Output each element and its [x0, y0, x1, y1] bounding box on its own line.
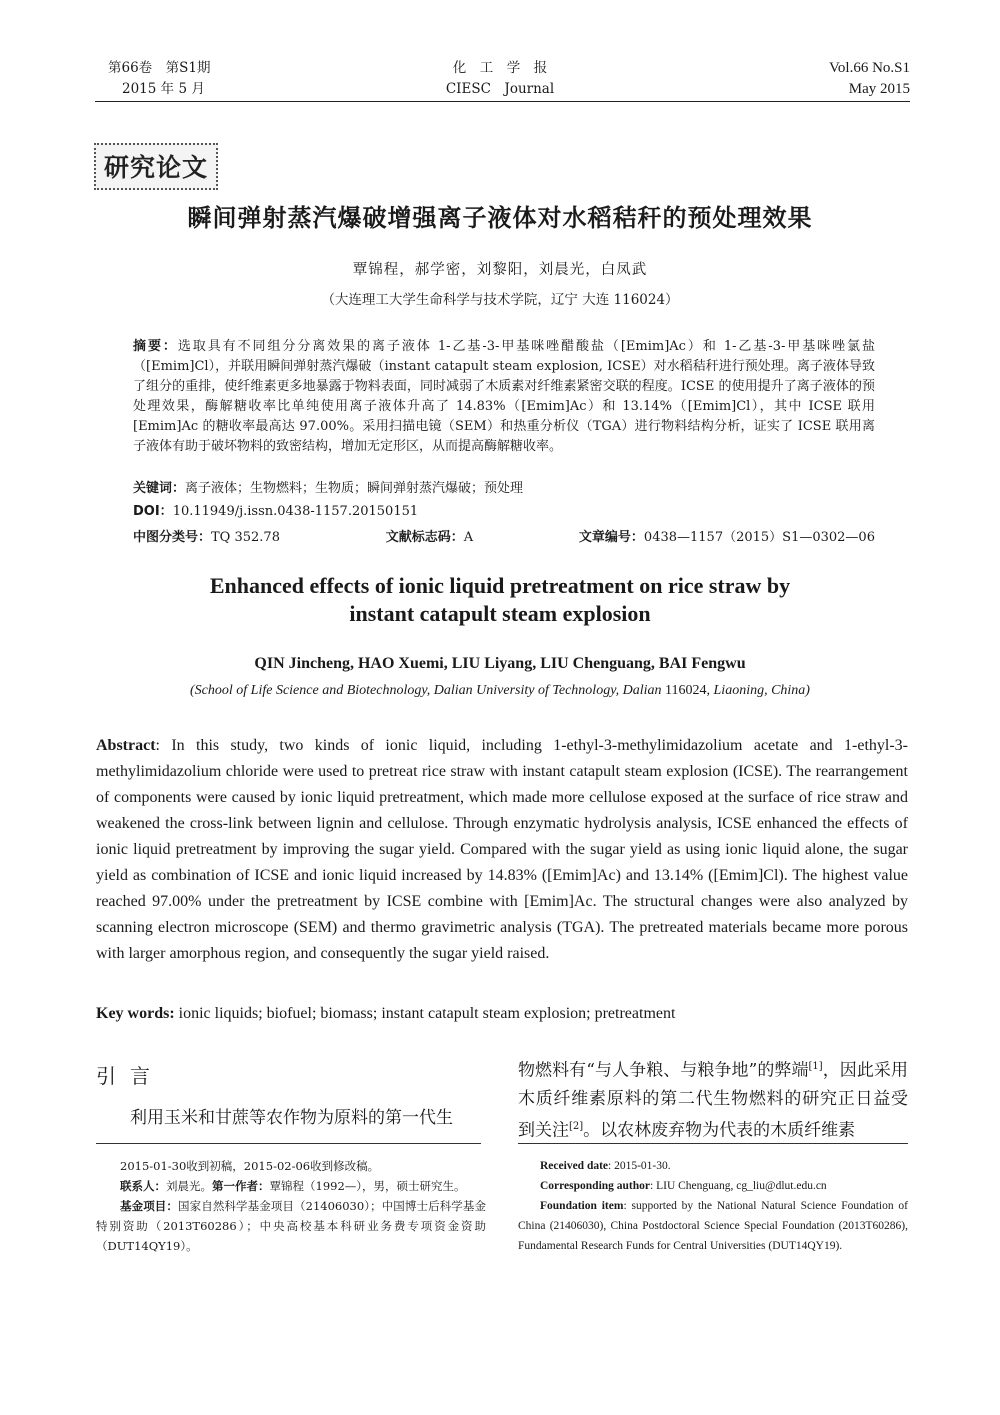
intro-text-part1: 物燃料有“与人争粮、与粮争地”的弊端 — [518, 1060, 809, 1081]
journal-volume-info-en — [829, 58, 910, 100]
volume-issue-en: Vol.66 No.S1 — [829, 60, 910, 76]
english-affiliation-post: , Liaoning, China) — [706, 683, 810, 698]
contact-value: 刘晨光。 — [166, 1179, 212, 1193]
chinese-abstract-text: 选取具有不同组分分离效果的离子液体 1-乙基-3-甲基咪唑醋酸盐（[Emim]Ac）和 1-乙基-3-甲基咪唑氯盐（[Emim]Cl），并联用瞬间弹射蒸汽爆破（instant catapult steam explosion, ICSE）对水稻秸秆进行预处理。离子液体导致了组分的重排，使纤维素更多地暴露于物料表面，同时减弱了木质素对纤维素紧密交联的程度。ICSE 的使用提升了离子液体的预处理效果，酶解糖收率比单纯使用离子液体升高了 14.83%（[Emim]Ac）和 13.14%（[Emim]Cl），其中 ICSE 联用[Emim]Ac 的糖收率最高达 97.00%。采用扫描电镜（SEM）和热重分析仪（TGA）进行物料结构分析，证实了 ICSE 联用离子液体有助于破坏物料的致密结构，增加无定形区，从而提高酶解糖收率。 — [133, 339, 875, 454]
english-keywords-text: ionic liquids; biofuel; biomass; instant catapult steam explosion; pretreatment — [174, 1005, 676, 1022]
intro-text-part3: 。以农林废弃物为代表的木质纤维素 — [583, 1120, 856, 1141]
doc-code-value: A — [463, 530, 474, 545]
english-title-line1: Enhanced effects of ionic liquid pretreatment on rice straw by — [209, 573, 791, 598]
chinese-keywords-label: 关键词： — [133, 481, 186, 496]
intro-text-part2: ，因此采用木质纤维素原料的第二代生物燃料的研究正日益受到关注 — [518, 1060, 908, 1141]
doi-link[interactable]: 10.11949/j.issn.0438-1157.20150151 — [172, 504, 419, 519]
first-author-value: 覃锦程（1992—），男，硕士研究生。 — [269, 1179, 466, 1193]
reference-1[interactable]: [1] — [808, 1061, 823, 1072]
introduction-left-column: 利用玉米和甘蔗等农作物为原料的第一代生 — [130, 1108, 453, 1128]
journal-name-en: CIESC Journal — [445, 81, 555, 97]
introduction-heading: 引言 — [96, 1064, 164, 1088]
corresponding-value: : LIU Chenguang, cg_liu@dlut.edu.cn — [650, 1180, 827, 1192]
received-label: Received date — [540, 1160, 609, 1172]
english-footnotes — [518, 1156, 908, 1256]
fund-value: 国家自然科学基金项目（21406030）；中国博士后科学基金特别资助（2013T60286）；中央高校基本科研业务费专项资金资助（DUT14QY19）。 — [96, 1199, 487, 1253]
doi-line — [133, 502, 875, 522]
volume-issue: 第66卷 第S1期 — [108, 60, 211, 76]
clc-number — [133, 526, 280, 545]
foundation-value: : supported by the National Natural Science Foundation of China (21406030), China Postdoctoral Science Special Foundation (2013T60286), Fundamental Research Funds for Central Universities (DUT14QY19). — [518, 1200, 908, 1252]
english-affiliation-zip: 116024 — [665, 683, 707, 698]
english-affiliation — [0, 683, 1000, 699]
english-authors: QIN Jincheng, HAO Xuemi, LIU Liyang, LIU Chenguang, BAI Fengwu — [254, 655, 746, 672]
english-abstract-label: Abstract — [96, 737, 156, 754]
reference-2[interactable]: [2] — [569, 1120, 584, 1132]
english-abstract-text: : In this study, two kinds of ionic liquid, including 1-ethyl-3-methylimidazolium acetate and 1-ethyl-3-methylimidazolium chloride were used to pretreat rice straw with instant catapult steam explosion (ICSE). The rearrangement of components were caused by ionic liquid pretreatment, which made more cellulose exposed at the surface of rice straw and weakened the cross-link between lignin and cellulose. Through enzymatic hydrolysis analysis, ICSE enhanced the effects of ionic liquid pretreatment by improving the sugar yield. Compared with the sugar yield as using ionic liquid alone, the sugar yield as combination of ICSE and ionic liquid increased by 14.83% ([Emim]Ac) and 13.14% ([Emim]Cl). The highest value reached 97.00% under the pretreatment by ICSE combine with [Emim]Ac. The structural changes were also analyzed by scanning electron microscope (SEM) and thermo gravimetric analysis (TGA). The pretreated materials became more porous with larger amorphous region, and consequently the sugar yield raised. — [96, 737, 908, 962]
fund-label: 基金项目： — [120, 1199, 179, 1213]
clc-label: 中图分类号： — [133, 530, 212, 545]
article-number — [579, 526, 875, 545]
foundation-label: Foundation item — [540, 1200, 624, 1212]
footnote-corresponding-en — [518, 1176, 908, 1196]
english-keywords-label: Key words: — [96, 1005, 175, 1022]
chinese-authors: 覃锦程，郝学密，刘黎阳，刘晨光，白凤武 — [352, 262, 648, 278]
doc-code — [386, 526, 473, 545]
corresponding-label: Corresponding author — [540, 1180, 651, 1192]
footnote-received: 2015-01-30收到初稿，2015-02-06收到修改稿。 — [120, 1159, 380, 1173]
doi-label: DOI： — [133, 504, 173, 519]
section-badge: 研究论文 — [94, 143, 218, 190]
article-number-value: 0438—1157（2015）S1—0302—06 — [643, 530, 875, 545]
footnote-foundation-en — [518, 1196, 908, 1256]
chinese-affiliation: （大连理工大学生命科学与技术学院，辽宁 大连 116024） — [321, 292, 679, 308]
article-number-label: 文章编号： — [578, 530, 644, 545]
classification-row — [133, 526, 875, 545]
doc-code-label: 文献标志码： — [385, 530, 464, 545]
chinese-keywords — [133, 479, 875, 499]
chinese-abstract-label: 摘要： — [133, 339, 178, 354]
first-author-label: 第一作者： — [212, 1179, 270, 1193]
footnote-rule-right — [518, 1143, 908, 1144]
english-title-line2: instant catapult steam explosion — [349, 601, 651, 626]
journal-name-cn: 化 工 学 报 — [452, 60, 548, 76]
chinese-abstract — [133, 337, 875, 457]
issue-date-en: May 2015 — [848, 81, 910, 97]
header-rule — [95, 101, 910, 102]
contact-label: 联系人： — [120, 1179, 166, 1193]
received-value: : 2015-01-30. — [608, 1160, 671, 1172]
english-title — [0, 572, 1000, 628]
issue-date: 2015 年 5 月 — [122, 81, 205, 97]
english-keywords — [96, 1005, 908, 1023]
english-affiliation-pre: (School of Life Science and Biotechnology, Dalian University of Technology, Dalian — [190, 683, 666, 698]
footnote-fund — [96, 1196, 486, 1256]
footnote-contact — [96, 1176, 486, 1196]
clc-value: TQ 352.78 — [211, 530, 280, 545]
chinese-title: 瞬间弹射蒸汽爆破增强离子液体对水稻秸秆的预处理效果 — [187, 204, 813, 232]
footnote-rule-left — [96, 1143, 481, 1144]
footnote-received-en — [518, 1156, 908, 1176]
english-abstract — [96, 733, 908, 967]
chinese-footnotes — [96, 1156, 486, 1256]
introduction-right-column — [518, 1053, 908, 1144]
chinese-keywords-text: 离子液体；生物燃料；生物质；瞬间弹射蒸汽爆破；预处理 — [185, 481, 524, 496]
